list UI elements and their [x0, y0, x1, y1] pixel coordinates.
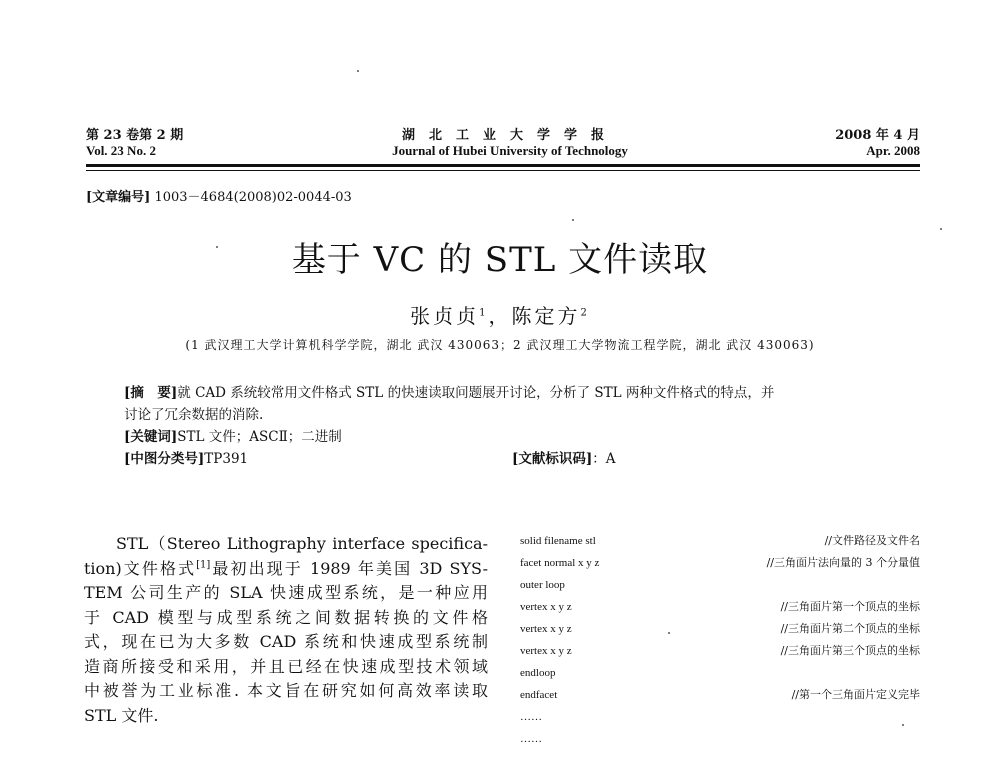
scan-speck [902, 724, 904, 726]
article-id-label: [文章编号] [86, 190, 151, 205]
article-id-value: 1003－4684(2008)02-0044-03 [154, 190, 352, 205]
classification-label: [中图分类号] [124, 451, 205, 467]
doc-code-value: ：A [592, 451, 616, 467]
author-1-affil-mark: 1 [479, 307, 489, 319]
code-row [520, 552, 920, 574]
code-text: endfacet [520, 689, 558, 701]
scan-speck [940, 228, 942, 230]
citation-ref-1: [1] [196, 559, 211, 571]
doc-code [512, 448, 616, 470]
body-line-5: 式，现在已为大多数 CAD 系统和快速成型系统制 [84, 632, 488, 651]
body-line-8: STL 文件. [84, 705, 159, 725]
page-title: 基于 VC 的 STL 文件读取 [291, 240, 709, 280]
keywords-label: [关键词] [124, 429, 178, 445]
affiliation: (1 武汉理工大学计算机科学学院，湖北 武汉 430063；2 武汉理工大学物流工程学院，湖北 武汉 430063) [185, 338, 815, 352]
code-row [520, 706, 920, 728]
body-line-7: 中被誉为工业标准. 本文旨在研究如何高效率读取 [84, 681, 488, 700]
code-text: vertex x y z [520, 645, 572, 657]
author-2: 陈定方 [511, 304, 581, 328]
code-text: solid filename stl [520, 535, 596, 547]
code-row [520, 574, 920, 596]
code-text: endloop [520, 667, 556, 679]
body-line-2a: tion)文件格式 [84, 558, 197, 578]
code-comment: //文件路径及文件名 [824, 534, 920, 547]
code-text: …… [520, 733, 542, 745]
author-1: 张贞贞 [410, 304, 480, 328]
author-separator: ， [488, 304, 512, 328]
body-paragraph [84, 532, 488, 728]
authors [0, 300, 1000, 329]
abstract [124, 382, 884, 470]
header-rule-thick [86, 164, 920, 167]
header-issue-cn: 第 23 卷第 2 期 [86, 128, 184, 143]
doc-code-label: [文献标识码] [512, 451, 593, 467]
code-text: outer loop [520, 579, 565, 591]
code-comment: //三角面片法向量的 3 个分量值 [766, 556, 920, 569]
body-line-3: TEM 公司生产的 SLA 快速成型系统，是一种应用 [84, 583, 488, 602]
body-line-6: 造商所接受和采用，并且已经在快速成型技术领域 [84, 656, 488, 676]
code-row [520, 618, 920, 640]
code-row [520, 530, 920, 552]
code-text: facet normal x y z [520, 557, 600, 569]
scan-speck [668, 632, 670, 634]
code-text: …… [520, 711, 542, 723]
body-line-1: STL（Stereo Lithography interface specifica- [116, 534, 488, 553]
article-id [86, 186, 352, 205]
classification [124, 448, 884, 470]
header-issue-en: Vol. 23 No. 2 [86, 143, 156, 158]
code-row [520, 684, 920, 706]
header-date-en: Apr. 2008 [866, 143, 920, 158]
classification-value: TP391 [204, 451, 249, 467]
code-comment: //三角面片第一个顶点的坐标 [780, 600, 920, 613]
abstract-text-2: 讨论了冗余数据的消除. [124, 407, 264, 423]
header-journal-cn: 湖北工业大学学报 [401, 128, 618, 143]
code-comment: //第一个三角面片定义完毕 [791, 688, 920, 701]
code-row [520, 728, 920, 750]
code-comment: //三角面片第三个顶点的坐标 [780, 644, 920, 657]
code-text: vertex x y z [520, 623, 572, 635]
code-listing [520, 530, 920, 750]
scan-speck [357, 70, 359, 72]
abstract-label: [摘 要] [124, 385, 178, 401]
body-line-2 [84, 557, 488, 582]
code-text: vertex x y z [520, 601, 572, 613]
code-row [520, 640, 920, 662]
body-line-2b: 最初出现于 1989 年美国 3D SYS- [210, 558, 488, 578]
scan-speck [216, 246, 218, 248]
abstract-line-1 [124, 382, 884, 404]
keywords-value: STL 文件；ASCⅡ；二进制 [177, 429, 342, 445]
scan-speck [572, 219, 574, 221]
header-rule-thin [86, 170, 920, 171]
header-journal-en: Journal of Hubei University of Technology [392, 143, 628, 158]
code-row [520, 662, 920, 684]
abstract-text-1: 就 CAD 系统较常用文件格式 STL 的快速读取问题展开讨论，分析了 STL 两种文件格式的特点，并 [177, 385, 775, 401]
code-comment: //三角面片第二个顶点的坐标 [780, 622, 920, 635]
code-row [520, 596, 920, 618]
author-2-affil-mark: 2 [580, 307, 590, 319]
keywords [124, 426, 884, 448]
body-line-4: 于 CAD 模型与成型系统之间数据转换的文件格 [84, 607, 488, 627]
header-date-cn: 2008 年 4 月 [835, 128, 920, 143]
